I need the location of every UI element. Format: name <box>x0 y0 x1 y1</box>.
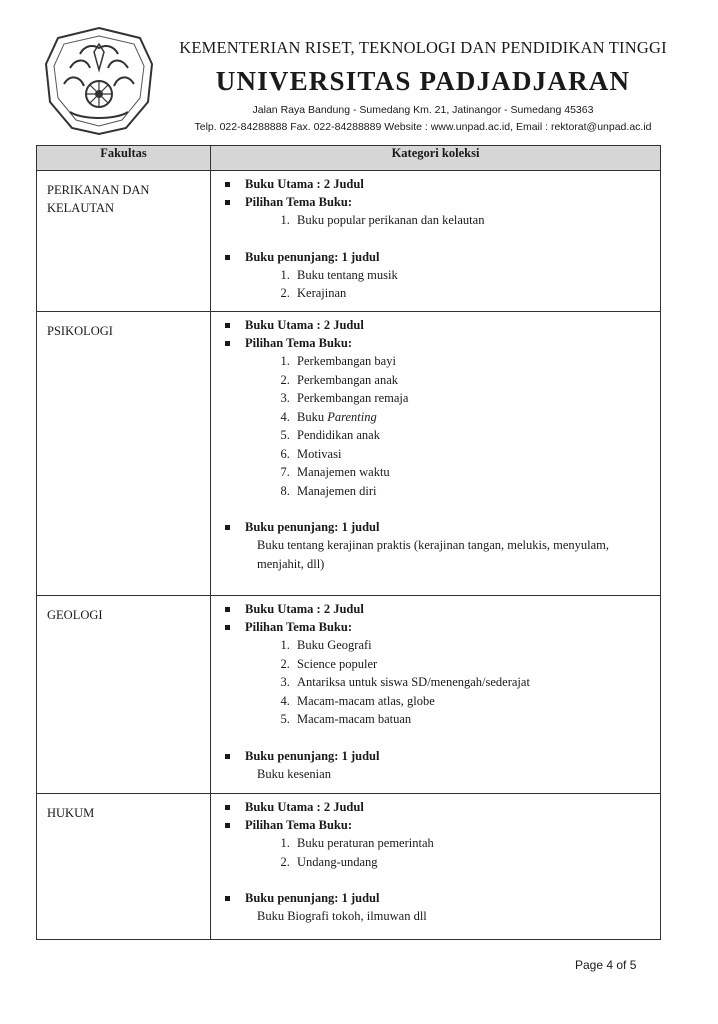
table-row <box>37 794 661 940</box>
theme-label <box>221 334 654 500</box>
supporting-description: Buku tentang kerajinan praktis (kerajinan tangan, melukis, menyulam, menjahit, dll) <box>257 538 609 571</box>
main-book-count: Buku Utama : 2 Judul <box>221 175 654 193</box>
collection-table <box>36 145 661 940</box>
main-book-count: Buku Utama : 2 Judul <box>221 600 654 618</box>
page-number: Page 4 of 5 <box>575 958 637 972</box>
list-item: 4. Buku Parenting <box>293 408 654 427</box>
list-item: 1. Buku popular perikanan dan kelautan <box>293 211 654 230</box>
supporting-label: Buku penunjang: 1 judul <box>245 520 380 534</box>
letterhead <box>0 0 718 140</box>
list-item: 2. Kerajinan <box>293 284 654 303</box>
theme-label-text: Pilihan Tema Buku: <box>245 818 352 832</box>
table-header-row <box>37 146 661 171</box>
theme-list <box>245 352 654 500</box>
supporting-description: Buku Biografi tokoh, ilmuwan dll <box>257 909 427 923</box>
supporting-book-count <box>221 889 654 907</box>
list-item: 3. Perkembangan remaja <box>293 389 654 408</box>
theme-list <box>245 834 654 871</box>
supporting-label: Buku penunjang: 1 judul <box>245 249 380 264</box>
list-item: 1. Buku Geografi <box>293 636 654 655</box>
category-cell <box>211 171 661 312</box>
university-address: Jalan Raya Bandung - Sumedang Km. 21, Jatinangor - Sumedang 45363 <box>252 104 594 116</box>
supporting-list <box>245 266 654 303</box>
category-cell <box>211 794 661 940</box>
header-fakultas: Fakultas <box>37 146 211 171</box>
theme-label-text: Pilihan Tema Buku: <box>245 336 352 350</box>
main-book-count: Buku Utama : 2 Judul <box>221 316 654 334</box>
table-row <box>37 596 661 794</box>
table-row <box>37 312 661 596</box>
theme-label <box>221 618 654 729</box>
list-item: 1. Buku peraturan pemerintah <box>293 834 654 853</box>
list-item: 5. Macam-macam batuan <box>293 710 654 729</box>
supporting-book-count <box>221 518 654 536</box>
list-item: 1. Perkembangan bayi <box>293 352 654 371</box>
category-cell <box>211 596 661 794</box>
list-item: 8. Manajemen diri <box>293 482 654 501</box>
list-item: 1. Buku tentang musik <box>293 266 654 285</box>
faculty-name: HUKUM <box>37 794 211 940</box>
header-kategori: Kategori koleksi <box>211 146 661 171</box>
theme-list <box>245 211 654 230</box>
list-item: 7. Manajemen waktu <box>293 463 654 482</box>
list-item: 4. Macam-macam atlas, globe <box>293 692 654 711</box>
main-book-count: Buku Utama : 2 Judul <box>221 798 654 816</box>
supporting-label: Buku penunjang: 1 judul <box>245 891 380 905</box>
supporting-book-count <box>221 248 654 303</box>
theme-label <box>221 816 654 871</box>
list-item: 2. Perkembangan anak <box>293 371 654 390</box>
theme-label-text: Pilihan Tema Buku: <box>245 195 352 209</box>
university-contact: Telp. 022-84288888 Fax. 022-84288889 Website : www.unpad.ac.id, Email : rektorat@unpad.ac.id <box>194 121 652 133</box>
ministry-name: KEMENTERIAN RISET, TEKNOLOGI DAN PENDIDIKAN TINGGI <box>179 38 667 57</box>
faculty-name: PSIKOLOGI <box>37 312 211 596</box>
theme-label <box>221 193 654 230</box>
list-item: 2. Science populer <box>293 655 654 674</box>
university-logo-icon <box>40 24 158 136</box>
list-item: 5. Pendidikan anak <box>293 426 654 445</box>
supporting-book-count <box>221 747 654 765</box>
faculty-name: GEOLOGI <box>37 596 211 794</box>
university-name: UNIVERSITAS PADJADJARAN <box>215 66 631 96</box>
supporting-label: Buku penunjang: 1 judul <box>245 748 380 763</box>
category-cell <box>211 312 661 596</box>
faculty-name: PERIKANAN DAN KELAUTAN <box>37 171 211 312</box>
list-item: 2. Undang-undang <box>293 853 654 872</box>
list-item: 6. Motivasi <box>293 445 654 464</box>
supporting-description: Buku kesenian <box>257 766 331 781</box>
table-row <box>37 171 661 312</box>
theme-label-text: Pilihan Tema Buku: <box>245 620 352 634</box>
list-item: 3. Antariksa untuk siswa SD/menengah/sederajat <box>293 673 654 692</box>
theme-list <box>245 636 654 729</box>
